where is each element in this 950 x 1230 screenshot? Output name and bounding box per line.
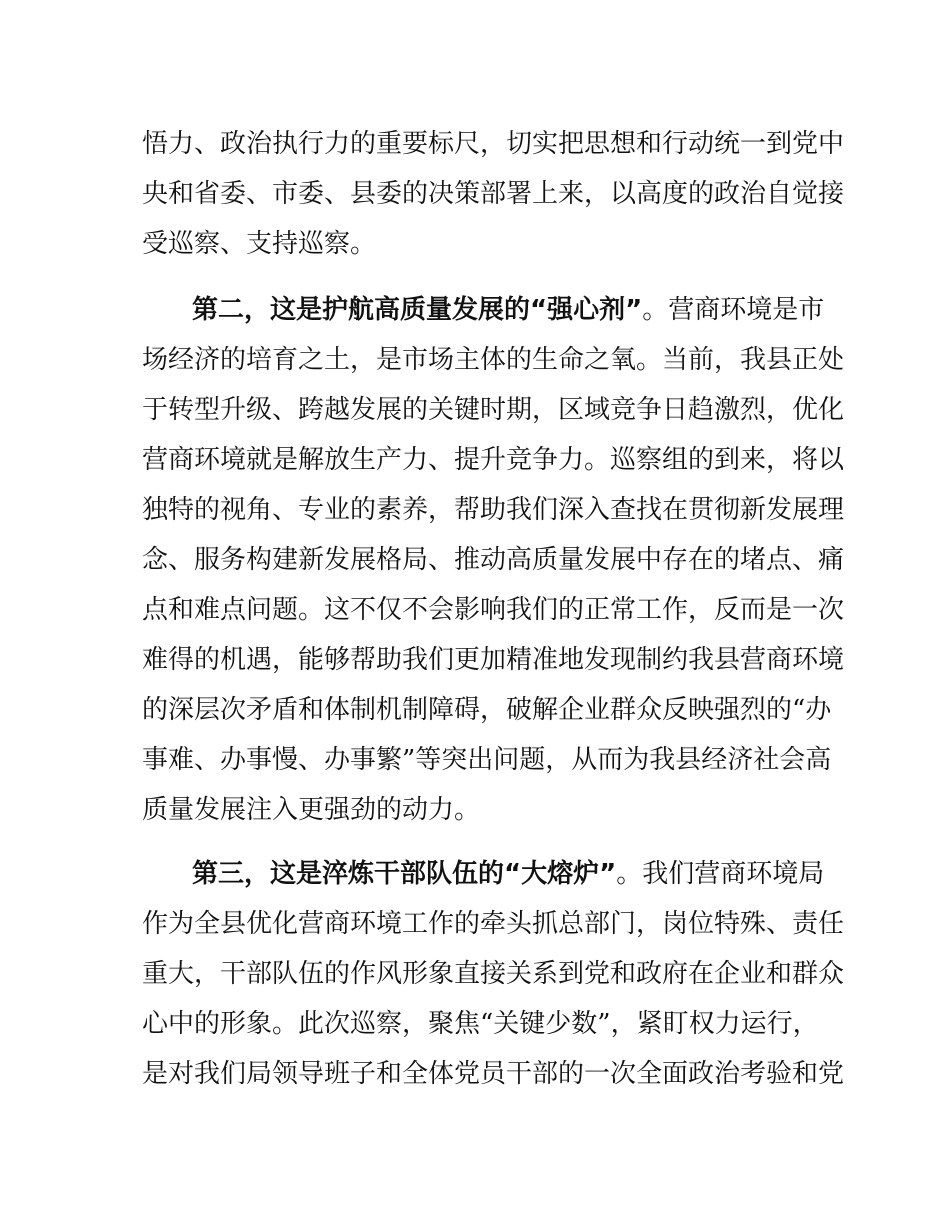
paragraph2-heading: 第二，这是护航高质量发展的“强心剂” [192,295,643,325]
paragraph2-line-9: 的深层次矛盾和体制机制障碍，破解企业群众反映强烈的“办 [142,695,832,725]
paragraph2-line-10: 事难、办事慢、办事繁”等突出问题，从而为我县经济社会高 [142,745,832,775]
paragraph3-heading: 第三，这是淬炼干部队伍的“大熔炉” [192,859,617,889]
paragraph3-line-5: 是对我们局领导班子和全体党员干部的一次全面政治考验和党 [142,1059,845,1089]
paragraph1-line-1: 悟力、政治执行力的重要标尺，切实把思想和行动统一到党中 [142,129,845,159]
paragraph2-line-6: 念、服务构建新发展格局、推动高质量发展中存在的堵点、痛 [142,545,845,575]
paragraph1-line-2: 央和省委、市委、县委的决策部署上来，以高度的政治自觉接 [142,179,845,209]
paragraph1-line-3: 受巡察、支持巡察。 [142,229,377,259]
paragraph2-first-line-rest: 。营商环境是市 [642,295,825,325]
paragraph2-first-line [192,284,825,336]
paragraph3-first-line-rest: 。我们营商环境局 [616,859,825,889]
paragraph3-line-3: 重大，干部队伍的作风形象直接关系到党和政府在企业和群众 [142,959,845,989]
paragraph3-line-2: 作为全县优化营商环境工作的牵头抓总部门，岗位特殊、责任 [142,909,845,939]
paragraph2-line-7: 点和难点问题。这不仅不会影响我们的正常工作，反而是一次 [142,595,845,625]
paragraph2-line-11: 质量发展注入更强劲的动力。 [142,795,481,825]
paragraph2-line-3: 于转型升级、跨越发展的关键时期，区域竞争日趋激烈，优化 [142,395,845,425]
paragraph2-line-4: 营商环境就是解放生产力、提升竞争力。巡察组的到来，将以 [142,445,845,475]
paragraph3-first-line [192,848,825,900]
paragraph2-line-8: 难得的机遇，能够帮助我们更加精准地发现制约我县营商环境 [142,645,845,675]
paragraph2-line-2: 场经济的培育之土，是市场主体的生命之氧。当前，我县正处 [142,345,845,375]
paragraph2-line-5: 独特的视角、专业的素养，帮助我们深入查找在贯彻新发展理 [142,495,845,525]
paragraph3-line-4: 心中的形象。此次巡察，聚焦“关键少数”，紧盯权力运行， [142,1009,819,1039]
